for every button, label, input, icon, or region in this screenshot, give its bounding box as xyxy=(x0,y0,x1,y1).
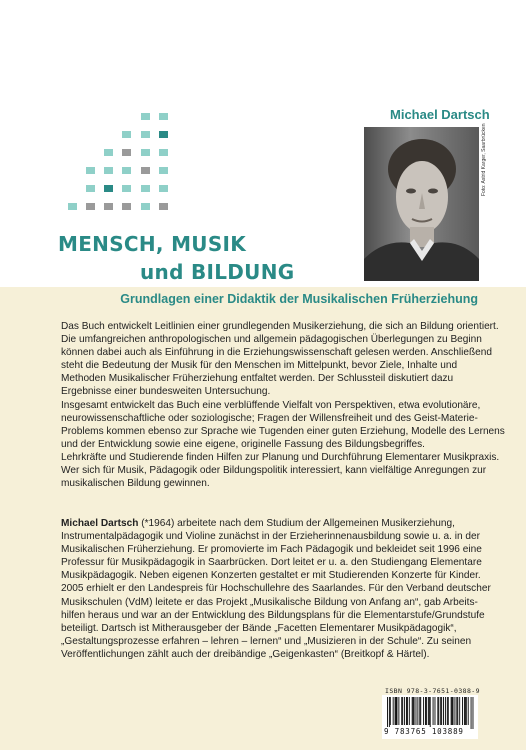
barcode-bar xyxy=(468,697,469,725)
bio-line: hilfen heraus und war an der Entwicklung des Bildungsplans für die Elementarstufe/Grundstufe xyxy=(61,609,485,621)
barcode-bar xyxy=(406,697,407,725)
description-line: Methoden Musikalischer Früherziehung entfaltet werden. Der Schlussteil diskutiert dazu xyxy=(61,373,454,385)
decor-square xyxy=(86,203,95,210)
barcode-number: 9 783765 103889 xyxy=(384,727,464,736)
barcode-bar xyxy=(430,697,431,729)
barcode-bar xyxy=(466,697,467,725)
barcode-bar xyxy=(462,697,463,725)
barcode-bar xyxy=(465,697,466,725)
barcode-bar xyxy=(440,697,441,725)
barcode-bar xyxy=(393,697,394,725)
barcode-bar xyxy=(416,697,417,725)
barcode-bar xyxy=(414,697,415,725)
author-portrait-image xyxy=(364,127,479,281)
barcode-bar xyxy=(437,697,438,725)
decor-square xyxy=(159,185,168,192)
barcode-bar xyxy=(443,697,444,725)
barcode-bar xyxy=(413,697,414,725)
bio-line: „Gestaltungsprozesse erfahren – lehren – lernen“ und „Musizieren in der Schule“. Zu seinen xyxy=(61,635,472,647)
decor-square xyxy=(104,203,113,210)
decor-square xyxy=(104,167,113,174)
bio-first-line-text: (*1964) arbeitete nach dem Studium der Allgemeinen Musikerziehung, xyxy=(138,518,455,529)
decor-square xyxy=(141,203,150,210)
barcode-bar xyxy=(428,697,429,725)
bio-line: Veröffentlichungen zählt auch der dreibändige „Geigenkasten“ (Breitkopf & Härtel). xyxy=(61,648,430,660)
barcode-bar xyxy=(473,697,474,729)
barcode-bar xyxy=(464,697,465,725)
bio-line: Musikschulen (VdM) leitete er das Projekt „Musikalische Bildung von Anfang an“, gab Arbeits- xyxy=(61,596,478,608)
decor-square xyxy=(141,167,150,174)
bio-line: Musikpädagogik. Neben eigenen Konzerten gestaltet er mit Studierenden Konzerte für Kinder. xyxy=(61,570,481,582)
description-text xyxy=(61,320,505,490)
description-line: Problems kommen ebenso zur Sprache wie Tugenden einer guten Erziehung, Modelle des Lernens xyxy=(61,425,505,437)
barcode-bar xyxy=(395,697,396,725)
author-bio xyxy=(61,517,491,661)
description-line: musikalischen Bildung gewinnen. xyxy=(61,478,210,490)
isbn-text: ISBN 978-3-7651-0388-9 xyxy=(385,687,480,695)
barcode-bar xyxy=(453,697,454,725)
decor-square xyxy=(86,167,95,174)
barcode-bar xyxy=(412,697,413,725)
decorative-squares xyxy=(0,0,180,225)
barcode-bar xyxy=(397,697,398,725)
barcode-bar xyxy=(459,697,460,725)
barcode-bar xyxy=(389,697,390,729)
bio-line: beteiligt. Dartsch ist Mitherausgeber der Bände „Facetten Elementarer Musikpädagogik“, xyxy=(61,622,457,634)
description-line: und der Entwicklung sowie eine eigene, originelle Fassung des Bildungsbegriffes. xyxy=(61,438,425,450)
barcode-bar xyxy=(451,697,452,725)
decor-square xyxy=(104,185,113,192)
barcode-bar xyxy=(433,697,434,725)
decor-square xyxy=(86,185,95,192)
photo-credit: Foto: Astrid Karger, Saarbrücken xyxy=(481,123,487,196)
barcode-bar xyxy=(447,697,448,725)
title-line-1: MENSCH, MUSIK xyxy=(58,232,247,256)
decor-square xyxy=(141,131,150,138)
barcode-bar xyxy=(409,697,410,725)
decor-square xyxy=(159,167,168,174)
decor-square xyxy=(122,167,131,174)
barcode-bar xyxy=(438,697,439,725)
decor-square xyxy=(141,149,150,156)
description-line: Wer sich für Musik, Pädagogik oder Bildungspolitik interessiert, kann vielfältige Anregungen zur xyxy=(61,465,487,477)
description-line: können dabei auch als Einführung in die Erziehungswissenschaft gelesen werden. Anschließend xyxy=(61,347,492,359)
barcode-bar xyxy=(441,697,442,725)
description-line: Ergebnisse einer bundesweiten Untersuchung. xyxy=(61,386,271,398)
decor-square xyxy=(122,131,131,138)
bio-line: Musikalischen Früherziehung. Er promovierte im Fach Pädagogik und bekleidet seit 1996 eine xyxy=(61,544,482,556)
decor-square xyxy=(159,149,168,156)
decor-square xyxy=(68,203,77,210)
subtitle: Grundlagen einer Didaktik der Musikalischen Früherziehung xyxy=(120,292,478,306)
description-line: Lehrkräfte und Studierende finden Hilfen zur Planung und Durchführung Elementarer Musikpraxis. xyxy=(61,451,500,463)
barcode-bar xyxy=(402,697,403,725)
decor-square xyxy=(159,131,168,138)
bio-first-line xyxy=(61,517,491,530)
decor-square xyxy=(104,149,113,156)
description-line: Insgesamt entwickelt das Buch eine verblüffende Vielfalt von Perspektiven, etwa evolutionäre, xyxy=(61,399,481,411)
decor-square xyxy=(141,113,150,120)
bio-line: Professur für Musikpädagogik in Saarbrücken. Dort leitet er u. a. den Studiengang Elementare xyxy=(61,557,482,569)
decor-square xyxy=(122,185,131,192)
description-line: Die umfangreichen anthropologischen und allgemein pädagogischen Überlegungen zu Beginn xyxy=(61,334,482,346)
description-line: steht die Bedeutung der Musik für den Menschen im Mittelpunkt, bevor Ziele, Inhalte und xyxy=(61,360,458,372)
barcode-bar xyxy=(417,697,418,725)
barcode-bar xyxy=(404,697,405,725)
title-line-2: und BILDUNG xyxy=(140,260,295,284)
bio-line: Instrumentalpädagogik und Violine zunächst in der Erzieherinnenausbildung sowie u. a. in der xyxy=(61,531,480,543)
barcode-bar xyxy=(401,697,402,725)
barcode-bar xyxy=(445,697,446,725)
bio-line: 2005 erhielt er den Landespreis für Hochschullehre des Saarlandes. Für den Verband deutscher xyxy=(61,583,491,595)
barcode-bar xyxy=(448,697,449,725)
barcode-bar xyxy=(420,697,421,725)
decor-square xyxy=(122,203,131,210)
barcode-bar xyxy=(387,697,388,729)
barcode-bar xyxy=(390,697,391,725)
barcode-bar xyxy=(407,697,408,725)
barcode-bar xyxy=(435,697,436,725)
author-photo xyxy=(364,127,479,281)
barcode-bar xyxy=(457,697,458,725)
decor-square xyxy=(159,203,168,210)
barcode-bar xyxy=(398,697,399,725)
barcode-bar xyxy=(419,697,420,725)
barcode-bar xyxy=(423,697,424,725)
barcode-bar xyxy=(456,697,457,725)
description-line: Das Buch entwickelt Leitlinien einer grundlegenden Musikerziehung, die sich an Bildung orientiert. xyxy=(61,321,499,332)
barcode-bars xyxy=(382,695,478,729)
barcode-bar xyxy=(426,697,427,725)
bio-author-name: Michael Dartsch xyxy=(61,518,139,529)
barcode-bar xyxy=(471,697,472,729)
decor-square xyxy=(122,149,131,156)
barcode-bar xyxy=(425,697,426,725)
author-name: Michael Dartsch xyxy=(390,107,490,122)
barcode-bar xyxy=(452,697,453,725)
decor-square xyxy=(141,185,150,192)
barcode-bar xyxy=(396,697,397,725)
decor-square xyxy=(159,113,168,120)
barcode-bar xyxy=(454,697,455,725)
barcode-bar xyxy=(429,697,430,725)
description-line: neurowissenschaftliche oder soziologische; Fragen der Willensfreiheit und des Geist-Materie- xyxy=(61,412,478,424)
